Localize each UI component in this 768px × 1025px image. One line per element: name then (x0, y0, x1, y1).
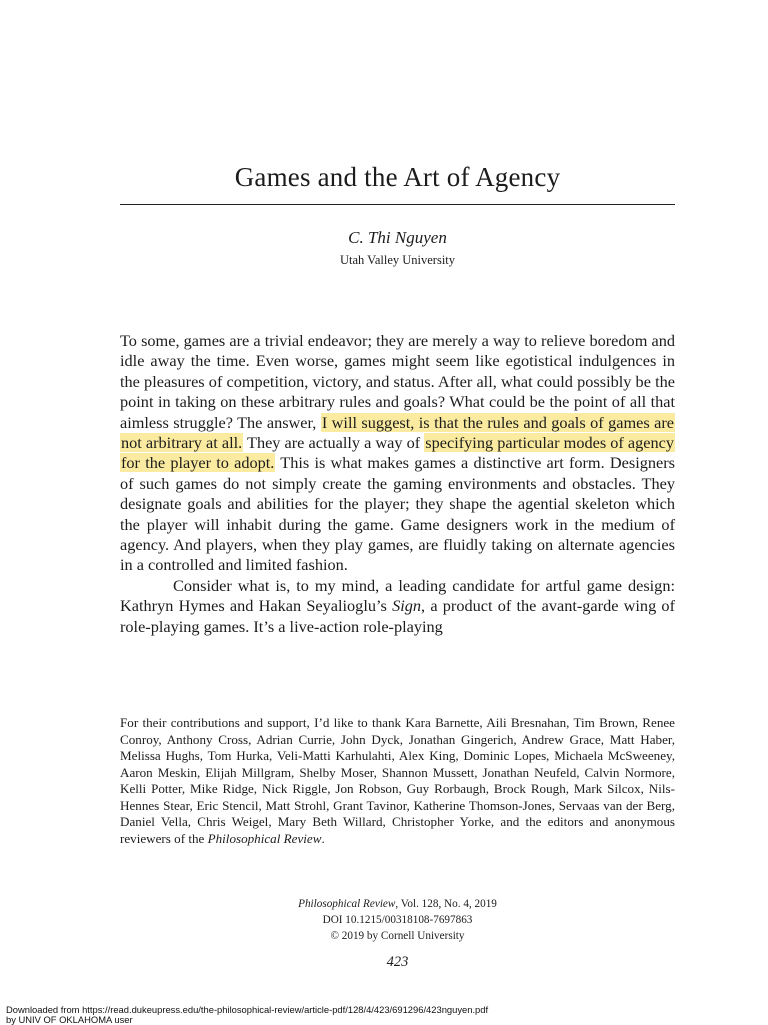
journal-volume: , Vol. 128, No. 4, 2019 (395, 898, 497, 910)
body-text (120, 331, 675, 637)
doi: DOI 10.1215/00318108-7697863 (322, 914, 473, 927)
journal-name: Philosophical Review (298, 898, 396, 910)
footnote-paragraph (120, 715, 675, 847)
highlight-1[interactable]: I will suggest, is that the rules and goals of games are not arbitrary at all. (121, 412, 674, 453)
footnote-text: For their contributions and support, I’d like to thank Kara Barnette, Aili Bresnahan, Tim Brown, Renee Conroy, Anthony Cross, Adrian Currie, John Dyck, Jonathan Gingerich, Andrew Grace, Matt Haber, Melissa Hughs, Tom Hurka, Veli-Matti Karhulahti, Alex King, Dominic Lopes, Michaela McSweeney, Aaron Meskin, Elijah Millgram, Shelby Moser, Shannon Mussett, Jonathan Neufeld, Calvin Normore, Kelli Potter, Mike Ridge, Nick Riggle, Jon Robson, Guy Rorbaugh, Brock Rough, Mark Silcox, Nils-Hennes Stear, Eric Stencil, Matt Strohl, Grant Tavinor, Katherine Thomson-Jones, Servaas van der Berg, Daniel Vella, Chris Weigel, Mary Beth Willard, Christopher Yorke, and the editors and anonymous reviewers of the (120, 715, 675, 846)
download-user-line: by UNIV OF OKLAHOMA user (6, 1014, 133, 1025)
publication-info (120, 896, 675, 945)
page-number: 423 (386, 954, 409, 970)
acknowledgments-footnote (120, 715, 675, 847)
paragraph-2-text-b: , a product of the avant-garde wing of role-playing games. It’s a live-action role-playing (120, 596, 675, 636)
paragraph-2 (120, 576, 675, 637)
paragraph-2-text-a: Consider what is, to my mind, a leading candidate for artful game design: Kathryn Hymes and Hakan Seyalioglu’s (120, 575, 675, 616)
highlight-2[interactable]: specifying particular modes of agency for the player to adopt. (121, 433, 675, 473)
paragraph-1-text-a: To some, games are a trivial endeavor; they are merely a way to relieve boredom and idle away the time. Even worse, games might seem like egotistical indulgences in the pleasures of competition, victory, and status. After all, what could possibly be the point in taking on these arbitrary rules and goals? What could be the point of all that aimless struggle? The answer, (120, 331, 675, 432)
author-affiliation: Utah Valley University (339, 253, 456, 267)
copyright: © 2019 by Cornell University (330, 930, 465, 943)
footnote-end: . (321, 830, 325, 846)
author-name: C. Thi Nguyen (348, 228, 447, 247)
footnote-journal: Philosophical Review (207, 830, 322, 846)
download-url-line[interactable]: Downloaded from https://read.dukeupress.edu/the-philosophical-review/article-pdf/128/4/423/691296/423nguyen.pdf (6, 1004, 489, 1015)
title-divider (120, 204, 675, 205)
paragraph-1-text-c: This is what makes games a distinctive art form. Designers of such games do not simply create the gaming environments and obstacles. They designate goals and abilities for the player; they shape the agential skeleton which the player will inhabit during the game. Game designers work in the medium of agency. And players, when they play games, are fluidly taking on alternate agencies in a controlled and limited fashion. (120, 453, 675, 575)
publication-journal-line (120, 896, 675, 912)
download-stamp (6, 1005, 488, 1025)
article-title: Games and the Art of Agency (234, 162, 561, 192)
paragraph-2-italic: Sign (392, 596, 422, 616)
paragraph-1 (120, 331, 675, 576)
paragraph-1-text-b: They are actually a way of (247, 433, 421, 453)
